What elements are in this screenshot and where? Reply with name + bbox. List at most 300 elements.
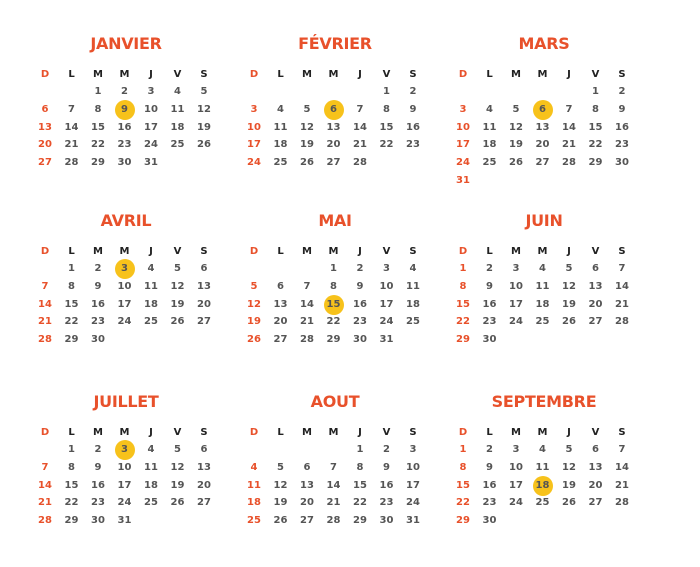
weekday-label: M — [302, 427, 312, 438]
day-cell: 20 — [535, 139, 550, 151]
day-cell: 24 — [117, 316, 132, 328]
day-cell: 26 — [170, 316, 185, 328]
day-cell: 9 — [409, 103, 417, 115]
day-cell: 7 — [303, 280, 311, 292]
day-cell: 7 — [68, 103, 75, 115]
day-cell: 6 — [277, 280, 284, 292]
day-cell: 20 — [588, 479, 603, 491]
day-cell: 13 — [197, 461, 211, 473]
weekday-label: D — [458, 69, 468, 80]
day-cell: 25 — [406, 316, 420, 328]
highlighted-day: 15 — [324, 296, 344, 314]
weekday-label: J — [567, 69, 571, 80]
month-title: JUIN — [525, 211, 563, 230]
weekday-label: M — [328, 427, 339, 438]
day-cell: 17 — [509, 479, 523, 491]
day-cell: 7 — [41, 280, 49, 292]
day-cell: 20 — [197, 479, 211, 491]
day-cell: 4 — [539, 444, 546, 455]
day-cell: 9 — [486, 461, 493, 473]
day-cell: 27 — [197, 497, 211, 509]
day-cell: 11 — [482, 121, 497, 133]
day-cell: 24 — [247, 157, 261, 169]
day-cell: 26 — [247, 334, 261, 346]
day-cell: 8 — [330, 280, 337, 292]
weekday-label: D — [249, 427, 259, 438]
day-cell: 1 — [383, 86, 390, 97]
day-cell: 25 — [273, 157, 288, 169]
day-cell: 20 — [326, 139, 341, 151]
day-cell: 29 — [456, 334, 470, 346]
month-title: SEPTEMBRE — [491, 392, 597, 411]
day-cell: 27 — [300, 515, 314, 527]
day-cell: 11 — [535, 280, 550, 292]
day-cell: 7 — [618, 263, 626, 274]
day-cell: 10 — [509, 461, 523, 473]
day-cell: 26 — [197, 139, 211, 151]
day-cell: 10 — [509, 280, 523, 292]
day-cell: 18 — [144, 298, 158, 310]
day-cell: 31 — [144, 157, 158, 169]
weekday-label: V — [173, 246, 182, 257]
day-cell: 12 — [247, 298, 261, 310]
weekday-label: L — [277, 69, 284, 80]
day-cell: 5 — [250, 280, 258, 292]
day-cell: 3 — [409, 444, 417, 455]
day-cell: 13 — [588, 280, 603, 292]
month-title: AVRIL — [100, 211, 152, 230]
day-cell: 11 — [535, 461, 550, 473]
day-cell: 8 — [592, 103, 599, 115]
highlighted-day: 6 — [533, 101, 553, 119]
day-cell: 1 — [592, 86, 599, 97]
weekday-label: M — [93, 69, 103, 80]
weekday-label: M — [302, 246, 312, 257]
day-cell: 16 — [353, 298, 367, 310]
month-title: FÉVRIER — [298, 34, 372, 53]
day-cell: 23 — [615, 139, 629, 151]
weekday-label: V — [173, 427, 182, 438]
day-cell: 5 — [565, 263, 573, 274]
day-cell: 12 — [170, 280, 185, 292]
day-cell: 29 — [64, 515, 79, 527]
day-cell: 21 — [615, 298, 629, 310]
day-cell: 26 — [300, 157, 314, 169]
day-cell: 2 — [94, 263, 102, 274]
day-cell: 16 — [482, 479, 497, 491]
day-cell: 4 — [250, 461, 258, 473]
day-cell: 18 — [144, 479, 158, 491]
day-cell: 3 — [512, 263, 520, 274]
highlighted-day: 9 — [115, 101, 135, 119]
day-cell: 25 — [535, 316, 550, 328]
day-cell: 21 — [615, 479, 629, 491]
day-cell: 20 — [588, 298, 603, 310]
day-cell: 22 — [456, 316, 470, 328]
day-cell: 15 — [588, 121, 603, 133]
day-cell: 28 — [326, 515, 341, 527]
weekday-label: L — [68, 69, 75, 80]
day-cell: 28 — [38, 515, 52, 527]
weekday-label: J — [567, 427, 571, 438]
day-cell: 21 — [562, 139, 576, 151]
weekday-label: L — [68, 246, 75, 257]
day-cell: 19 — [273, 497, 288, 509]
day-cell: 16 — [406, 121, 420, 133]
day-cell: 24 — [406, 497, 420, 509]
day-cell: 7 — [330, 461, 337, 473]
day-cell: 6 — [41, 103, 49, 115]
weekday-label: M — [328, 246, 339, 257]
day-cell: 30 — [353, 334, 367, 346]
day-cell: 30 — [91, 334, 105, 346]
day-cell: 18 — [406, 298, 420, 310]
day-cell: 18 — [273, 139, 288, 151]
day-cell: 20 — [300, 497, 314, 509]
weekday-label: D — [40, 69, 50, 80]
day-cell: 19 — [197, 121, 211, 133]
weekday-label: J — [149, 246, 153, 257]
day-cell: 11 — [170, 103, 185, 115]
weekday-label: L — [277, 246, 284, 257]
day-cell: 25 — [482, 157, 497, 169]
weekday-label: M — [537, 427, 548, 438]
highlighted-day: 3 — [115, 441, 135, 459]
day-cell: 26 — [562, 497, 576, 509]
day-cell: 17 — [456, 139, 470, 151]
day-cell: 13 — [535, 121, 550, 133]
day-cell: 8 — [68, 461, 75, 473]
day-cell: 29 — [353, 515, 367, 527]
day-cell: 14 — [64, 121, 79, 133]
day-cell: 22 — [326, 316, 341, 328]
weekday-label: S — [618, 246, 626, 257]
day-cell: 22 — [353, 497, 367, 509]
day-cell: 27 — [588, 497, 603, 509]
day-cell: 15 — [353, 479, 367, 491]
day-cell: 14 — [300, 298, 314, 310]
day-cell: 31 — [117, 515, 132, 527]
day-cell: 28 — [615, 316, 629, 328]
day-cell: 28 — [64, 157, 79, 169]
day-cell: 19 — [562, 298, 576, 310]
weekday-label: S — [618, 427, 626, 438]
day-cell: 2 — [618, 86, 626, 97]
weekday-label: J — [358, 246, 362, 257]
day-cell: 20 — [273, 316, 288, 328]
day-cell: 4 — [539, 263, 546, 274]
weekday-label: S — [618, 69, 626, 80]
day-cell: 9 — [94, 461, 102, 473]
day-cell: 3 — [383, 263, 390, 274]
weekday-label: V — [591, 246, 600, 257]
day-cell: 22 — [64, 497, 79, 509]
day-cell: 14 — [38, 479, 52, 491]
weekday-label: V — [382, 427, 391, 438]
day-cell: 17 — [144, 121, 158, 133]
day-cell: 9 — [618, 103, 626, 115]
day-cell: 3 — [147, 86, 155, 97]
day-cell: 9 — [383, 461, 390, 473]
day-cell: 24 — [509, 497, 523, 509]
day-cell: 1 — [94, 86, 102, 97]
day-cell: 18 — [170, 121, 185, 133]
day-cell: 19 — [170, 479, 185, 491]
day-cell: 11 — [144, 461, 158, 473]
day-cell: 6 — [592, 263, 599, 274]
day-cell: 9 — [94, 280, 102, 292]
day-cell: 1 — [459, 444, 467, 455]
day-cell: 25 — [247, 515, 261, 527]
day-cell: 29 — [91, 157, 105, 169]
day-cell: 1 — [68, 263, 75, 274]
weekday-label: V — [591, 69, 600, 80]
day-cell: 1 — [68, 444, 75, 455]
weekday-label: L — [486, 246, 493, 257]
weekday-label: M — [328, 69, 339, 80]
day-cell: 22 — [379, 139, 394, 151]
day-cell: 17 — [406, 479, 420, 491]
weekday-label: L — [486, 69, 493, 80]
weekday-label: M — [511, 427, 521, 438]
day-cell: 23 — [353, 316, 367, 328]
day-cell: 17 — [247, 139, 261, 151]
day-cell: 26 — [562, 316, 576, 328]
day-cell: 6 — [592, 444, 599, 455]
day-cell: 2 — [121, 86, 128, 97]
weekday-label: D — [40, 246, 50, 257]
weekday-label: J — [149, 69, 153, 80]
day-cell: 12 — [197, 103, 211, 115]
day-cell: 25 — [535, 497, 550, 509]
day-cell: 19 — [562, 479, 576, 491]
day-cell: 27 — [197, 316, 211, 328]
day-cell: 28 — [615, 497, 629, 509]
weekday-label: L — [277, 427, 284, 438]
day-cell: 15 — [64, 298, 79, 310]
day-cell: 4 — [277, 103, 284, 115]
day-cell: 30 — [615, 157, 629, 169]
day-cell: 7 — [356, 103, 364, 115]
day-cell: 28 — [38, 334, 52, 346]
day-cell: 18 — [247, 497, 261, 509]
weekday-label: M — [93, 427, 103, 438]
day-cell: 1 — [356, 444, 364, 455]
weekday-label: S — [409, 427, 417, 438]
weekday-label: S — [409, 69, 417, 80]
day-cell: 23 — [91, 316, 105, 328]
weekday-label: L — [486, 427, 493, 438]
day-cell: 23 — [482, 316, 497, 328]
day-cell: 4 — [147, 444, 155, 455]
day-cell: 19 — [170, 298, 185, 310]
day-cell: 19 — [300, 139, 314, 151]
day-cell: 23 — [117, 139, 132, 151]
weekday-label: M — [537, 246, 548, 257]
weekday-label: D — [249, 246, 259, 257]
day-cell: 14 — [326, 479, 341, 491]
day-cell: 16 — [379, 479, 394, 491]
day-cell: 18 — [482, 139, 497, 151]
day-cell: 2 — [486, 263, 493, 274]
day-cell: 13 — [273, 298, 288, 310]
day-cell: 16 — [615, 121, 629, 133]
day-cell: 11 — [247, 479, 261, 491]
day-cell: 9 — [486, 280, 493, 292]
day-cell: 15 — [456, 479, 470, 491]
day-cell: 30 — [117, 157, 132, 169]
day-cell: 21 — [353, 139, 367, 151]
day-cell: 28 — [300, 334, 314, 346]
day-cell: 26 — [170, 497, 185, 509]
month-title: MAI — [318, 211, 352, 230]
day-cell: 4 — [486, 103, 493, 115]
day-cell: 10 — [379, 280, 394, 292]
weekday-label: V — [382, 69, 391, 80]
weekday-label: S — [409, 246, 417, 257]
weekday-label: M — [119, 427, 130, 438]
day-cell: 8 — [356, 461, 364, 473]
day-cell: 14 — [562, 121, 576, 133]
day-cell: 5 — [303, 103, 311, 115]
day-cell: 30 — [91, 515, 105, 527]
day-cell: 27 — [535, 157, 550, 169]
day-cell: 8 — [459, 280, 467, 292]
highlighted-day: 6 — [324, 101, 344, 119]
day-cell: 27 — [273, 334, 288, 346]
day-cell: 24 — [379, 316, 394, 328]
day-cell: 22 — [91, 139, 105, 151]
day-cell: 7 — [565, 103, 573, 115]
day-cell: 15 — [379, 121, 394, 133]
day-cell: 25 — [144, 316, 158, 328]
day-cell: 10 — [117, 280, 132, 292]
weekday-label: M — [119, 69, 130, 80]
day-cell: 24 — [456, 157, 470, 169]
day-cell: 9 — [356, 280, 364, 292]
day-cell: 10 — [456, 121, 470, 133]
day-cell: 24 — [117, 497, 132, 509]
day-cell: 29 — [456, 515, 470, 527]
day-cell: 12 — [170, 461, 185, 473]
day-cell: 16 — [117, 121, 132, 133]
day-cell: 5 — [200, 86, 208, 97]
day-cell: 8 — [94, 103, 102, 115]
weekday-label: D — [458, 246, 468, 257]
day-cell: 23 — [91, 497, 105, 509]
day-cell: 16 — [91, 298, 105, 310]
day-cell: 7 — [41, 461, 49, 473]
weekday-label: M — [511, 69, 521, 80]
weekday-label: J — [149, 427, 153, 438]
day-cell: 21 — [38, 316, 52, 328]
day-cell: 12 — [562, 280, 576, 292]
weekday-label: M — [537, 69, 548, 80]
day-cell: 10 — [406, 461, 420, 473]
day-cell: 19 — [509, 139, 523, 151]
day-cell: 24 — [509, 316, 523, 328]
day-cell: 27 — [588, 316, 603, 328]
month-title: MARS — [518, 34, 570, 53]
day-cell: 12 — [273, 479, 288, 491]
day-cell: 29 — [64, 334, 79, 346]
weekday-label: M — [119, 246, 130, 257]
highlighted-day: 3 — [115, 260, 135, 278]
day-cell: 13 — [588, 461, 603, 473]
weekday-label: S — [200, 427, 208, 438]
weekday-label: M — [93, 246, 103, 257]
day-cell: 2 — [94, 444, 102, 455]
day-cell: 31 — [456, 175, 470, 186]
day-cell: 8 — [383, 103, 390, 115]
weekday-label: M — [511, 246, 521, 257]
day-cell: 21 — [326, 497, 341, 509]
day-cell: 30 — [379, 515, 394, 527]
day-cell: 7 — [618, 444, 626, 455]
day-cell: 22 — [456, 497, 470, 509]
day-cell: 16 — [91, 479, 105, 491]
day-cell: 27 — [38, 157, 52, 169]
day-cell: 12 — [562, 461, 576, 473]
day-cell: 2 — [409, 86, 417, 97]
weekday-label: V — [591, 427, 600, 438]
day-cell: 4 — [409, 263, 417, 274]
day-cell: 21 — [64, 139, 79, 151]
day-cell: 5 — [512, 103, 520, 115]
day-cell: 13 — [197, 280, 211, 292]
day-cell: 2 — [486, 444, 493, 455]
day-cell: 15 — [456, 298, 470, 310]
day-cell: 8 — [68, 280, 75, 292]
day-cell: 14 — [615, 461, 629, 473]
day-cell: 19 — [247, 316, 261, 328]
day-cell: 10 — [144, 103, 158, 115]
day-cell: 22 — [588, 139, 603, 151]
day-cell: 5 — [174, 444, 181, 455]
weekday-label: J — [358, 427, 362, 438]
day-cell: 29 — [588, 157, 603, 169]
day-cell: 4 — [174, 86, 181, 97]
day-cell: 8 — [459, 461, 467, 473]
day-cell: 3 — [459, 103, 467, 115]
day-cell: 18 — [535, 298, 550, 310]
day-cell: 31 — [379, 334, 394, 346]
day-cell: 16 — [482, 298, 497, 310]
day-cell: 11 — [406, 280, 420, 292]
day-cell: 26 — [273, 515, 288, 527]
day-cell: 21 — [38, 497, 52, 509]
day-cell: 30 — [482, 515, 497, 527]
day-cell: 13 — [300, 479, 314, 491]
day-cell: 17 — [509, 298, 523, 310]
highlighted-day: 18 — [533, 477, 553, 495]
weekday-label: M — [302, 69, 312, 80]
weekday-label: D — [458, 427, 468, 438]
day-cell: 6 — [303, 461, 311, 473]
day-cell: 5 — [277, 461, 284, 473]
day-cell: 3 — [512, 444, 520, 455]
day-cell: 30 — [482, 334, 497, 346]
month-title: JANVIER — [90, 34, 162, 53]
day-cell: 23 — [379, 497, 394, 509]
day-cell: 27 — [326, 157, 341, 169]
day-cell: 6 — [200, 444, 208, 455]
day-cell: 14 — [38, 298, 52, 310]
day-cell: 12 — [300, 121, 314, 133]
day-cell: 3 — [250, 103, 258, 115]
day-cell: 13 — [38, 121, 52, 133]
day-cell: 22 — [64, 316, 79, 328]
